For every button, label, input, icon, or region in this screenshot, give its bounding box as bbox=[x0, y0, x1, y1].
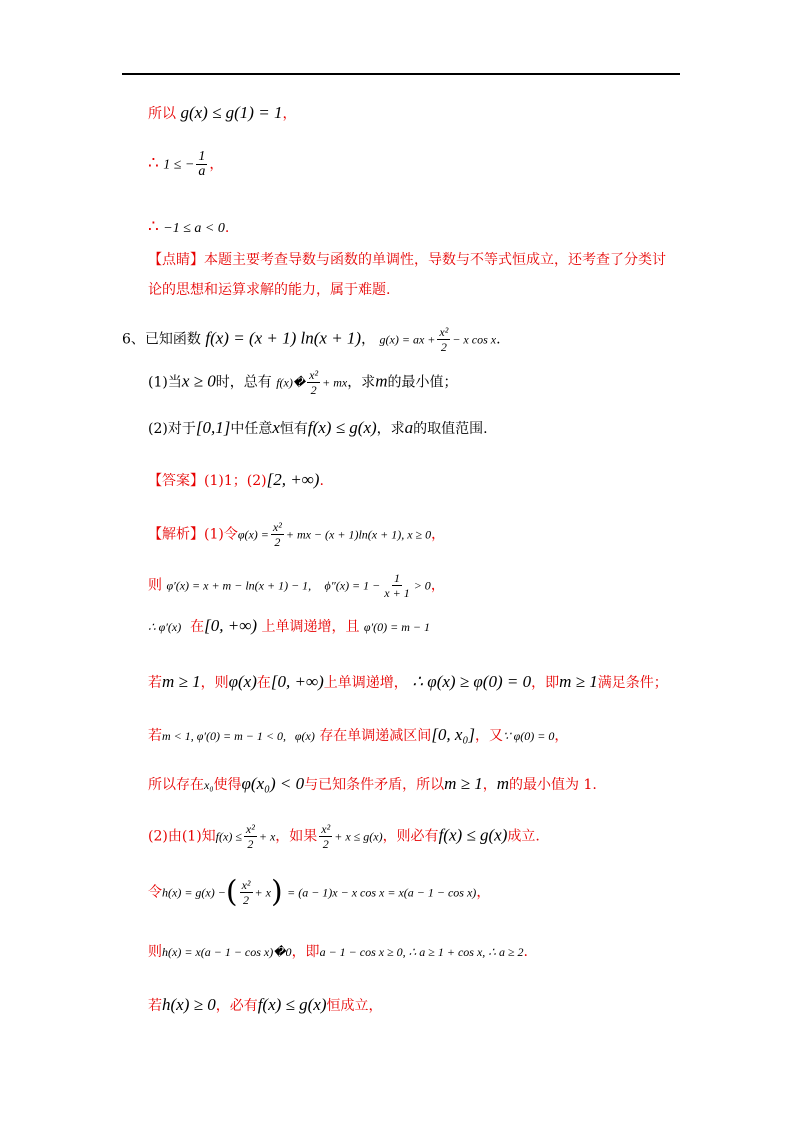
comment-tag: 【点睛】 bbox=[148, 252, 204, 268]
answer-line: 【答案】(1)1；(2)[2, +∞). bbox=[148, 470, 324, 489]
line-therefore-2: ∴ −1 ≤ a < 0. bbox=[148, 217, 230, 237]
problem-6-statement: 6、已知函数 f(x) = (x + 1) ln(x + 1)， g(x) = ax + $\frac{\text{x²}}{2}$ − x cos x. bbox=[122, 325, 501, 354]
part-1-question: (1)当x ≥ 0时，总有 f(x)� $\frac{\text{x²}}{2}$ + mx，求m的最小值； bbox=[148, 368, 458, 397]
monotonic-line: ∴ φ′(x) 在[0, +∞) 上单调递增，且 φ′(0) = m − 1 bbox=[148, 616, 431, 635]
contradiction-line: 所以存在x₀使得φ(x₀) < 0与已知条件矛盾，所以m ≥ 1，m的最小值为 1. bbox=[148, 774, 597, 793]
fraction-1-over-a: $\frac{1}{a}$ bbox=[198, 149, 206, 179]
comment-line-1: 【点睛】本题主要考查导数与函数的单调性，导数与不等式恒成立，还考查了分类讨 bbox=[148, 252, 666, 268]
analysis-line: 【解析】(1)令φ(x) = $\frac{\text{x²}}{2}$ + mx − (x + 1)ln(x + 1), x ≥ 0， bbox=[148, 520, 446, 549]
comment-line-2: 论的思想和运算求解的能力，属于难题. bbox=[148, 282, 391, 298]
line-therefore-1: ∴ 1 ≤ − $\frac{1}{a}$ ， bbox=[148, 149, 224, 179]
header-rule bbox=[122, 73, 680, 75]
part-2-solution-line: (2)由(1)知f(x) ≤ $\frac{\text{x²}}{2}$ + x，如果 $\frac{\text{x²}}{2}$ + x ≤ g(x)，则必有f(x) ≤ g(x)成立. bbox=[148, 822, 540, 851]
analysis-tag: 【解析】 bbox=[148, 526, 204, 543]
derivative-line: 则 φ′(x) = x + m − ln(x + 1) − 1, ϕ″(x) = 1 − $\frac{1}{x + 1}$ > 0， bbox=[148, 571, 445, 600]
last-line: 若h(x) ≥ 0，必有f(x) ≤ g(x)恒成立， bbox=[148, 995, 383, 1014]
math-g-le-1: g(x) ≤ g(1) = 1 bbox=[180, 103, 283, 122]
case-1-line: 若m ≥ 1，则φ(x)在[0, +∞)上单调递增， ∴ φ(x) ≥ φ(0) = 0，即m ≥ 1满足条件； bbox=[148, 672, 668, 691]
h-definition-line: 令h(x) = g(x) −( $\frac{\text{x²}}{2}$ + x) = (a − 1)x − x cos x = x(a − 1 − cos x)， bbox=[148, 874, 491, 910]
case-2-line: 若m < 1, φ′(0) = m − 1 < 0, φ(x) 存在单调递减区间[0, x₀]，又∵ φ(0) = 0， bbox=[148, 725, 569, 744]
part-2-question: (2)对于[0,1]中任意x恒有f(x) ≤ g(x)，求a的取值范围. bbox=[148, 418, 488, 437]
then-line: 则h(x) = x(a − 1 − cos x)�0，即a − 1 − cos x ≥ 0, ∴ a ≥ 1 + cos x, ∴ a ≥ 2. bbox=[148, 944, 528, 960]
answer-tag: 【答案】 bbox=[148, 473, 204, 489]
line-so-g: 所以 g(x) ≤ g(1) = 1， bbox=[148, 103, 297, 122]
